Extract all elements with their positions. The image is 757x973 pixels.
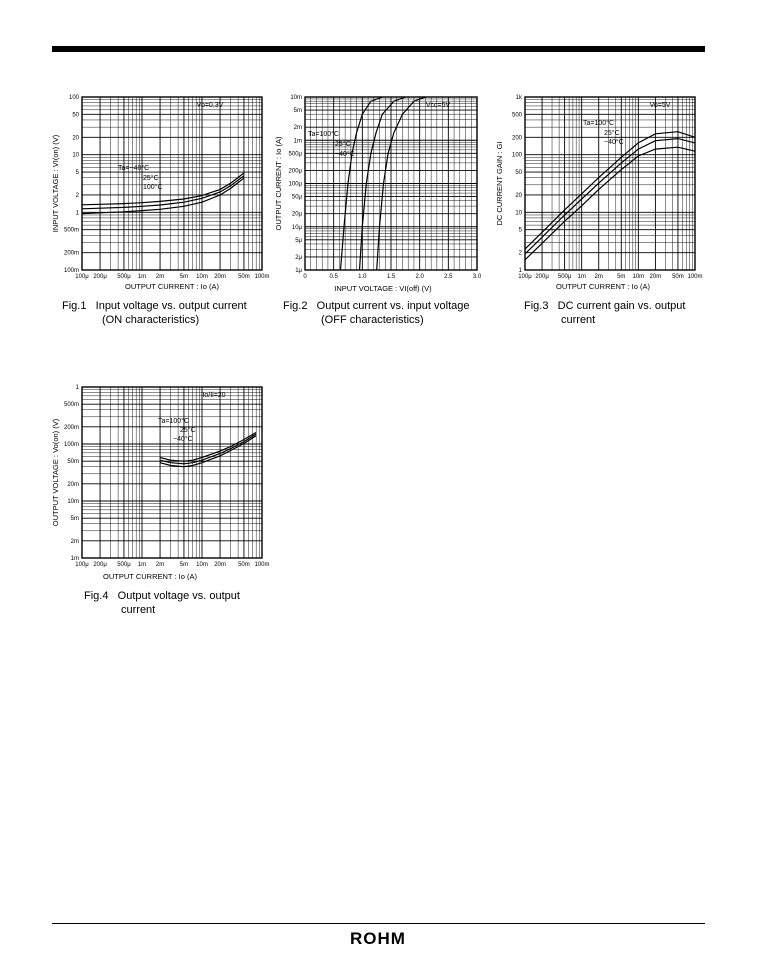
fig4-xtick-label: 2m: [155, 562, 165, 568]
fig4-y-axis-label: OUTPUT VOLTAGE : Vo(on) (V): [51, 418, 60, 527]
fig1-ytick-label: 500m: [63, 227, 79, 234]
fig2-xtick-label: 3.0: [472, 274, 482, 280]
fig1-y-axis-label: INPUT VOLTAGE : VI(on) (V): [51, 134, 60, 233]
fig1-ytick-label: 20: [72, 135, 79, 142]
fig1-annotation: 100°C: [143, 184, 163, 191]
caption-fig1: [62, 299, 247, 327]
fig3-ytick-label: 100: [511, 152, 522, 159]
fig1-xtick-label: 1m: [137, 274, 147, 280]
fig4-ytick-label: 1: [75, 385, 79, 391]
caption-fig3-label: Fig.3: [524, 300, 549, 312]
caption-fig4-line1: Output voltage vs. output: [117, 590, 240, 602]
fig2-annotation: 25°C: [335, 141, 351, 148]
fig2-ytick-label: 1m: [293, 138, 302, 145]
fig4-plot-frame: [82, 387, 262, 558]
caption-fig4-label: Fig.4: [84, 590, 109, 602]
fig3-y-axis-label: DC CURRENT GAIN : GI: [495, 141, 504, 226]
fig3-xtick-label: 20m: [649, 274, 662, 280]
fig2-xtick-label: 1.0: [358, 274, 367, 280]
fig2-series-line-1: [360, 97, 406, 270]
fig4-xtick-label: 200μ: [93, 562, 107, 568]
fig3-series-line-0: [525, 132, 695, 249]
fig4-ytick-label: 5m: [70, 516, 79, 523]
fig1-xtick-label: 100m: [254, 274, 270, 280]
fig2-ytick-label: 2m: [293, 125, 302, 132]
fig1-xtick-label: 5m: [179, 274, 189, 280]
fig2-xtick-label: 1.5: [386, 274, 396, 280]
fig2-series-line-2: [377, 97, 426, 270]
fig1-xtick-label: 10m: [196, 274, 208, 280]
fig3-ytick-label: 500: [511, 112, 522, 119]
fig1-xtick-label: 20m: [214, 274, 226, 280]
fig2-ytick-label: 200μ: [288, 168, 302, 175]
fig3-grid: [525, 97, 695, 270]
fig4-ytick-label: 50m: [67, 459, 79, 466]
caption-fig2: [283, 299, 470, 327]
fig4-series-line-2: [160, 436, 256, 467]
fig1-xtick-label: 200μ: [93, 274, 107, 280]
caption-fig1-line1: Input voltage vs. output current: [95, 300, 247, 312]
fig1-xtick-label: 50m: [238, 274, 250, 280]
fig2-condition-label: Vcc=5V: [425, 102, 451, 109]
fig3-xtick-label: 100μ: [518, 274, 532, 280]
fig3-x-axis-label: OUTPUT CURRENT : Io (A): [556, 282, 650, 291]
fig2-ytick-label: 2μ: [295, 254, 302, 261]
fig3-ytick-label: 5: [518, 227, 522, 234]
fig1-ytick-label: 100: [68, 95, 79, 101]
fig4-ytick-label: 500m: [63, 402, 79, 409]
fig1-ytick-label: 2: [75, 192, 79, 199]
fig3-annotation: Ta=100°C: [583, 120, 615, 127]
fig3-xtick-label: 1m: [577, 274, 586, 280]
caption-fig2-line1: Output current vs. input voltage: [316, 300, 470, 312]
fig2-x-axis-label: INPUT VOLTAGE : VI(off) (V): [334, 284, 432, 293]
fig4-ytick-label: 2m: [70, 538, 79, 545]
fig3-ytick-label: 1k: [515, 95, 522, 101]
fig2-ytick-label: 50μ: [291, 194, 302, 201]
fig2-ytick-label: 500μ: [288, 151, 302, 158]
fig4-ytick-label: 10m: [67, 499, 79, 505]
caption-fig2-label: Fig.2: [283, 300, 308, 312]
fig3-condition-label: Vo=5V: [649, 102, 671, 109]
fig2-y-axis-label: OUTPUT CURRENT : Io (A): [274, 136, 283, 231]
fig3-ytick-label: 10: [515, 210, 522, 217]
fig1-xtick-label: 2m: [155, 274, 165, 280]
fig1-x-axis-label: OUTPUT CURRENT : Io (A): [125, 282, 219, 291]
top-rule: [52, 46, 705, 52]
fig4-ytick-label: 200m: [63, 424, 79, 431]
fig4-xtick-label: 50m: [238, 562, 250, 568]
fig2-xtick-label: 2.5: [444, 274, 453, 280]
fig4-x-axis-label: OUTPUT CURRENT : Io (A): [103, 572, 197, 581]
fig3-xtick-label: 200μ: [535, 274, 549, 280]
fig4-xtick-label: 100μ: [75, 562, 89, 568]
fig4-xtick-label: 1m: [137, 562, 147, 568]
fig4-annotation: Ta=100°C: [158, 418, 190, 425]
fig4-annotation: 25°C: [180, 427, 196, 434]
rohm-logo-text: ROHM: [350, 930, 406, 946]
caption-fig4: [84, 589, 240, 617]
fig4-series-line-1: [160, 434, 256, 464]
fig4-xtick-label: 10m: [196, 562, 208, 568]
fig1-ytick-label: 100m: [63, 268, 79, 274]
rohm-logo: [342, 930, 414, 946]
fig1-ytick-label: 1: [75, 210, 79, 217]
fig2-series-line-0: [341, 97, 383, 270]
fig1-condition-label: Vo=0.3V: [196, 102, 224, 109]
fig1-annotation: Ta=−40°C: [118, 165, 150, 172]
fig2-xtick-label: 0.5: [329, 274, 338, 280]
fig3-plot-frame: [525, 97, 695, 270]
fig3-ytick-label: 20: [515, 192, 522, 199]
fig2-ytick-label: 1μ: [295, 268, 302, 274]
caption-fig3-line2: current: [561, 314, 596, 326]
fig2-annotation: Ta=100°C: [308, 131, 340, 138]
caption-fig1-line2: (ON characteristics): [102, 314, 200, 326]
fig1-series-line-0: [82, 173, 244, 205]
fig3-annotation: 25°C: [604, 130, 620, 137]
fig4-ytick-label: 100m: [63, 442, 79, 448]
fig4-xtick-label: 100m: [254, 562, 270, 568]
fig2-ytick-label: 100μ: [288, 181, 302, 188]
fig1-series-line-1: [82, 176, 244, 209]
fig4-grid: [82, 387, 262, 558]
fig3-ytick-label: 50: [515, 170, 522, 177]
fig3-xtick-label: 2m: [594, 274, 603, 280]
fig4-ytick-label: 1m: [70, 556, 79, 562]
fig4-annotation: −40°C: [173, 436, 193, 443]
fig3-ytick-label: 1: [518, 268, 522, 274]
fig2-xtick-label: 0: [303, 274, 307, 280]
caption-fig4-line2: current: [121, 604, 156, 616]
fig1-ytick-label: 10: [72, 152, 79, 159]
caption-fig3: [524, 299, 685, 327]
fig3-xtick-label: 5m: [617, 274, 626, 280]
fig2-xtick-label: 2.0: [415, 274, 424, 280]
fig3-xtick-label: 500μ: [557, 274, 572, 280]
fig4-series-line-0: [160, 432, 256, 461]
fig1-grid: [82, 97, 262, 270]
fig3-ytick-label: 2: [518, 250, 522, 257]
caption-fig1-label: Fig.1: [62, 300, 87, 312]
fig1-annotation: 25°C: [143, 175, 159, 182]
fig3-annotation: −40°C: [604, 139, 624, 146]
fig1-ytick-label: 5: [75, 170, 79, 177]
fig2-ytick-label: 10m: [290, 95, 302, 101]
fig2-ytick-label: 5μ: [295, 237, 302, 244]
fig1-ytick-label: 50: [72, 112, 79, 119]
fig4-ytick-label: 20m: [67, 481, 79, 488]
fig3-xtick-label: 10m: [632, 274, 645, 280]
fig4-xtick-label: 5m: [179, 562, 189, 568]
fig4-condition-label: Io/Ii=20: [202, 392, 226, 399]
fig2-grid: [305, 97, 477, 270]
fig2-plot-frame: [305, 97, 477, 270]
fig4-xtick-label: 20m: [214, 562, 226, 568]
fig1-ytick-label: 200m: [63, 250, 79, 257]
fig1-plot-frame: [82, 97, 262, 270]
fig1-xtick-label: 500μ: [117, 274, 131, 280]
fig2-ytick-label: 10μ: [291, 224, 302, 231]
fig3-series-line-1: [525, 139, 695, 254]
fig3-xtick-label: 50m: [672, 274, 684, 280]
caption-fig2-line2: (OFF characteristics): [321, 314, 424, 326]
fig3-xtick-label: 100m: [687, 274, 703, 280]
caption-fig3-line1: DC current gain vs. output: [557, 300, 686, 312]
fig3-ytick-label: 200: [511, 135, 522, 142]
fig2-annotation: −40°C: [335, 151, 355, 158]
fig3-series-line-2: [525, 147, 695, 260]
fig1-xtick-label: 100μ: [75, 274, 89, 280]
bottom-rule: [52, 923, 705, 924]
fig1-series-line-2: [82, 178, 244, 213]
fig2-ytick-label: 20μ: [291, 211, 302, 218]
fig2-ytick-label: 5m: [293, 108, 302, 115]
fig4-xtick-label: 500μ: [117, 562, 131, 568]
